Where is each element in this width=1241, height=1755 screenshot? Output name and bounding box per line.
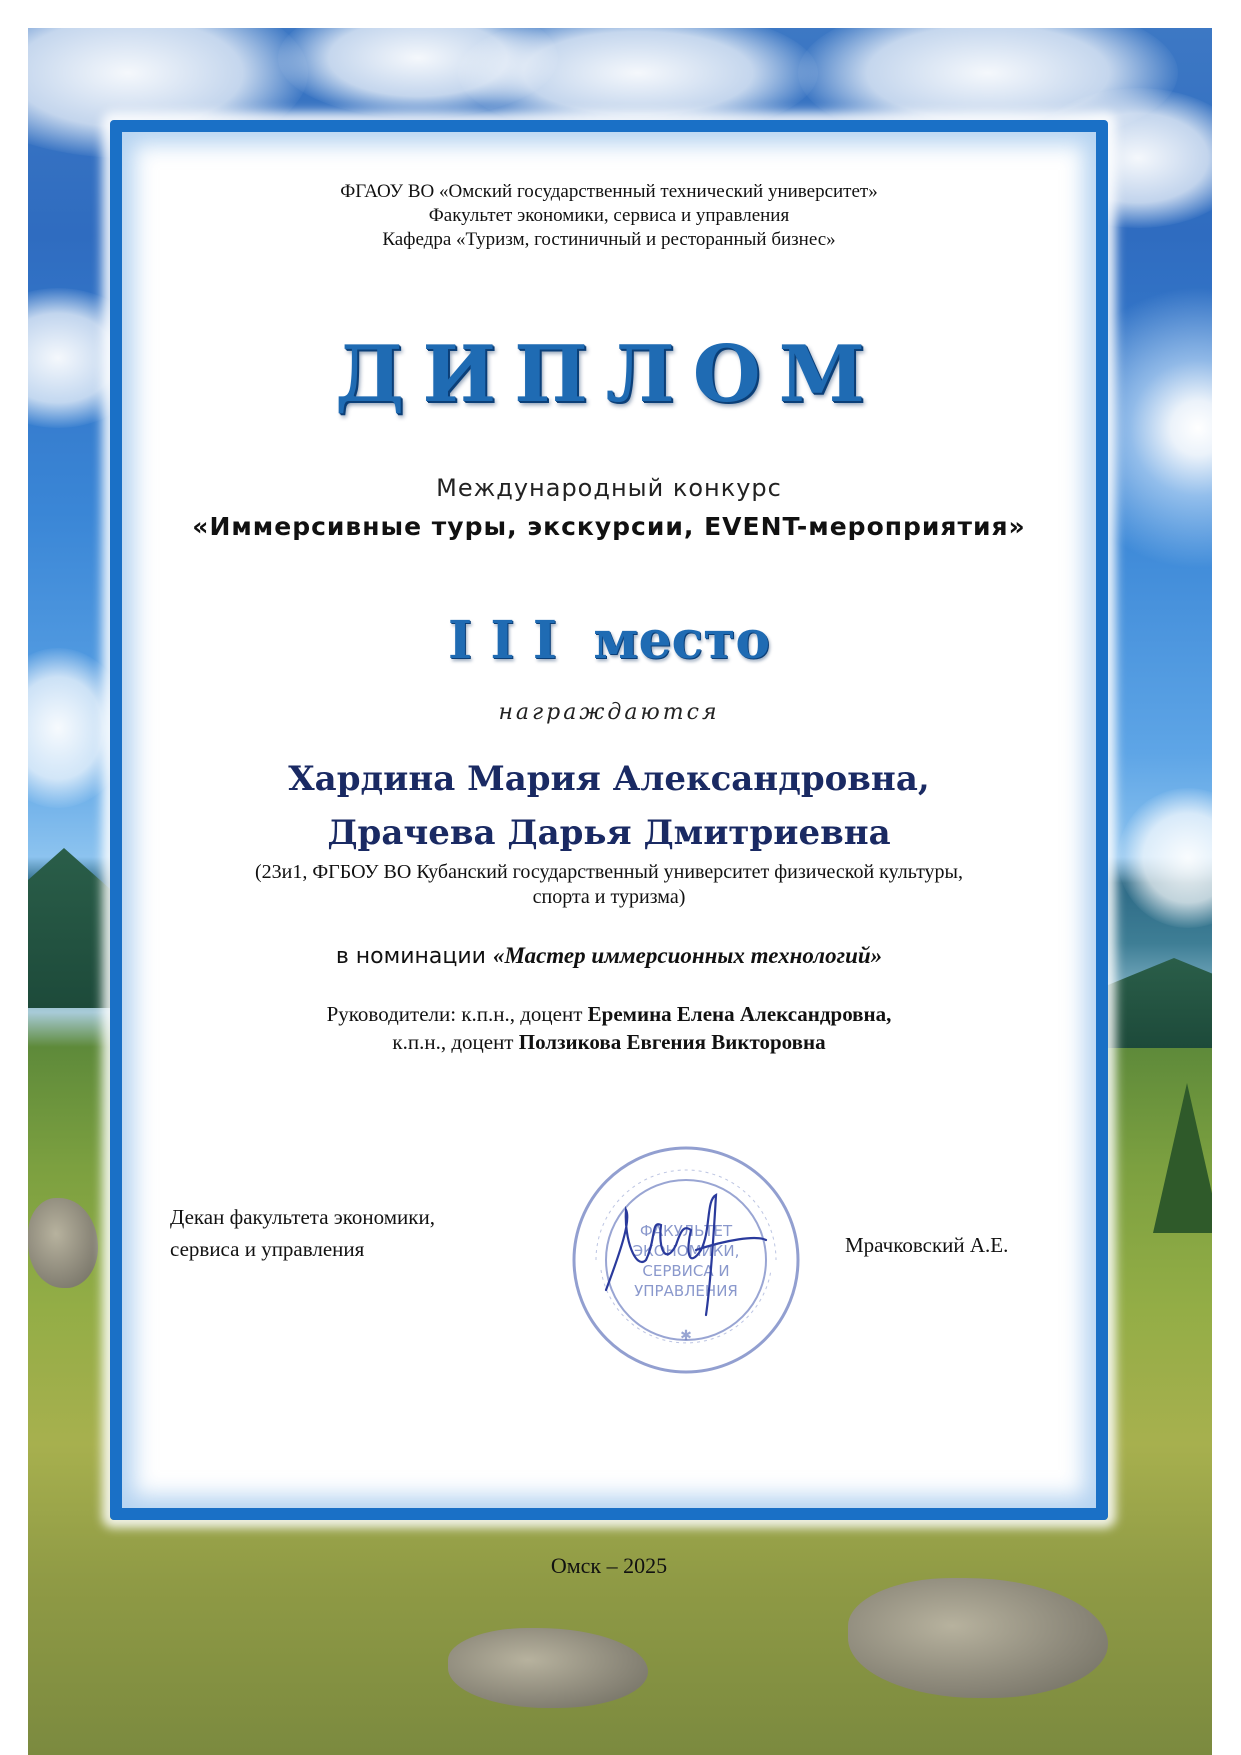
official-stamp <box>566 1140 806 1380</box>
diploma-title: ДИПЛОМ <box>335 329 883 420</box>
leaders <box>122 1000 1096 1056</box>
contest-type: Международный конкурс <box>436 474 782 502</box>
nomination <box>122 943 1096 969</box>
stamp-text: ЭКОНОМИКИ, <box>632 1242 740 1260</box>
rock <box>848 1578 1108 1698</box>
stamp-text: УПРАВЛЕНИЯ <box>634 1282 738 1300</box>
affiliation-line: (23и1, ФГБОУ ВО Кубанский государственный университет физической культуры, <box>255 861 963 883</box>
winner-name: Хардина Мария Александровна, <box>288 759 930 799</box>
stamp-star-icon: ✱ <box>680 1329 692 1344</box>
leader-line-1 <box>122 1000 1096 1028</box>
org-line-university: ФГАОУ ВО «Омский государственный технический университет» <box>340 181 878 202</box>
winners-names <box>122 752 1096 860</box>
place-text: I I I место <box>447 610 771 671</box>
place-award <box>122 610 1096 671</box>
org-line-faculty: Факультет экономики, сервиса и управления <box>428 205 790 226</box>
contest-name: «Иммерсивные туры, экскурсии, EVENT-мероприятия» <box>192 512 1026 541</box>
dean-title <box>170 1201 435 1265</box>
nomination-name: «Мастер иммерсионных технологий» <box>492 943 883 968</box>
dean-line: сервиса и управления <box>170 1237 365 1261</box>
leaders-label: Руководители: к.п.н., доцент <box>326 1002 588 1026</box>
winner-name: Драчева Дарья Дмитриевна <box>327 813 891 853</box>
mountain <box>28 848 118 1008</box>
signer-name: Мрачковский А.Е. <box>845 1233 1009 1257</box>
cloud <box>1118 788 1212 928</box>
tree <box>1153 1083 1212 1233</box>
leader-title: к.п.н., доцент <box>392 1030 519 1054</box>
awarded-label: награждаются <box>498 700 720 725</box>
stamp-text: СЕРВИСА И <box>642 1262 730 1280</box>
rock <box>28 1198 98 1288</box>
rock <box>448 1628 648 1708</box>
mountain <box>1108 958 1212 1048</box>
dean-line: Декан факультета экономики, <box>170 1205 435 1229</box>
organization-header <box>122 180 1096 252</box>
stamp-text: ФАКУЛЬТЕТ <box>639 1222 733 1240</box>
leader-name: Еремина Елена Александровна, <box>587 1002 892 1026</box>
affiliation-line: спорта и туризма) <box>532 886 686 908</box>
leader-line-2 <box>122 1028 1096 1056</box>
city-year: Омск – 2025 <box>550 1553 668 1578</box>
nomination-prefix: в номинации <box>335 944 493 969</box>
stamp-inner-ring <box>606 1180 766 1340</box>
leader-name: Ползикова Евгения Викторовна <box>518 1030 826 1054</box>
org-line-department: Кафедра «Туризм, гостиничный и ресторанный бизнес» <box>382 229 836 250</box>
winners-affiliation <box>122 860 1096 910</box>
